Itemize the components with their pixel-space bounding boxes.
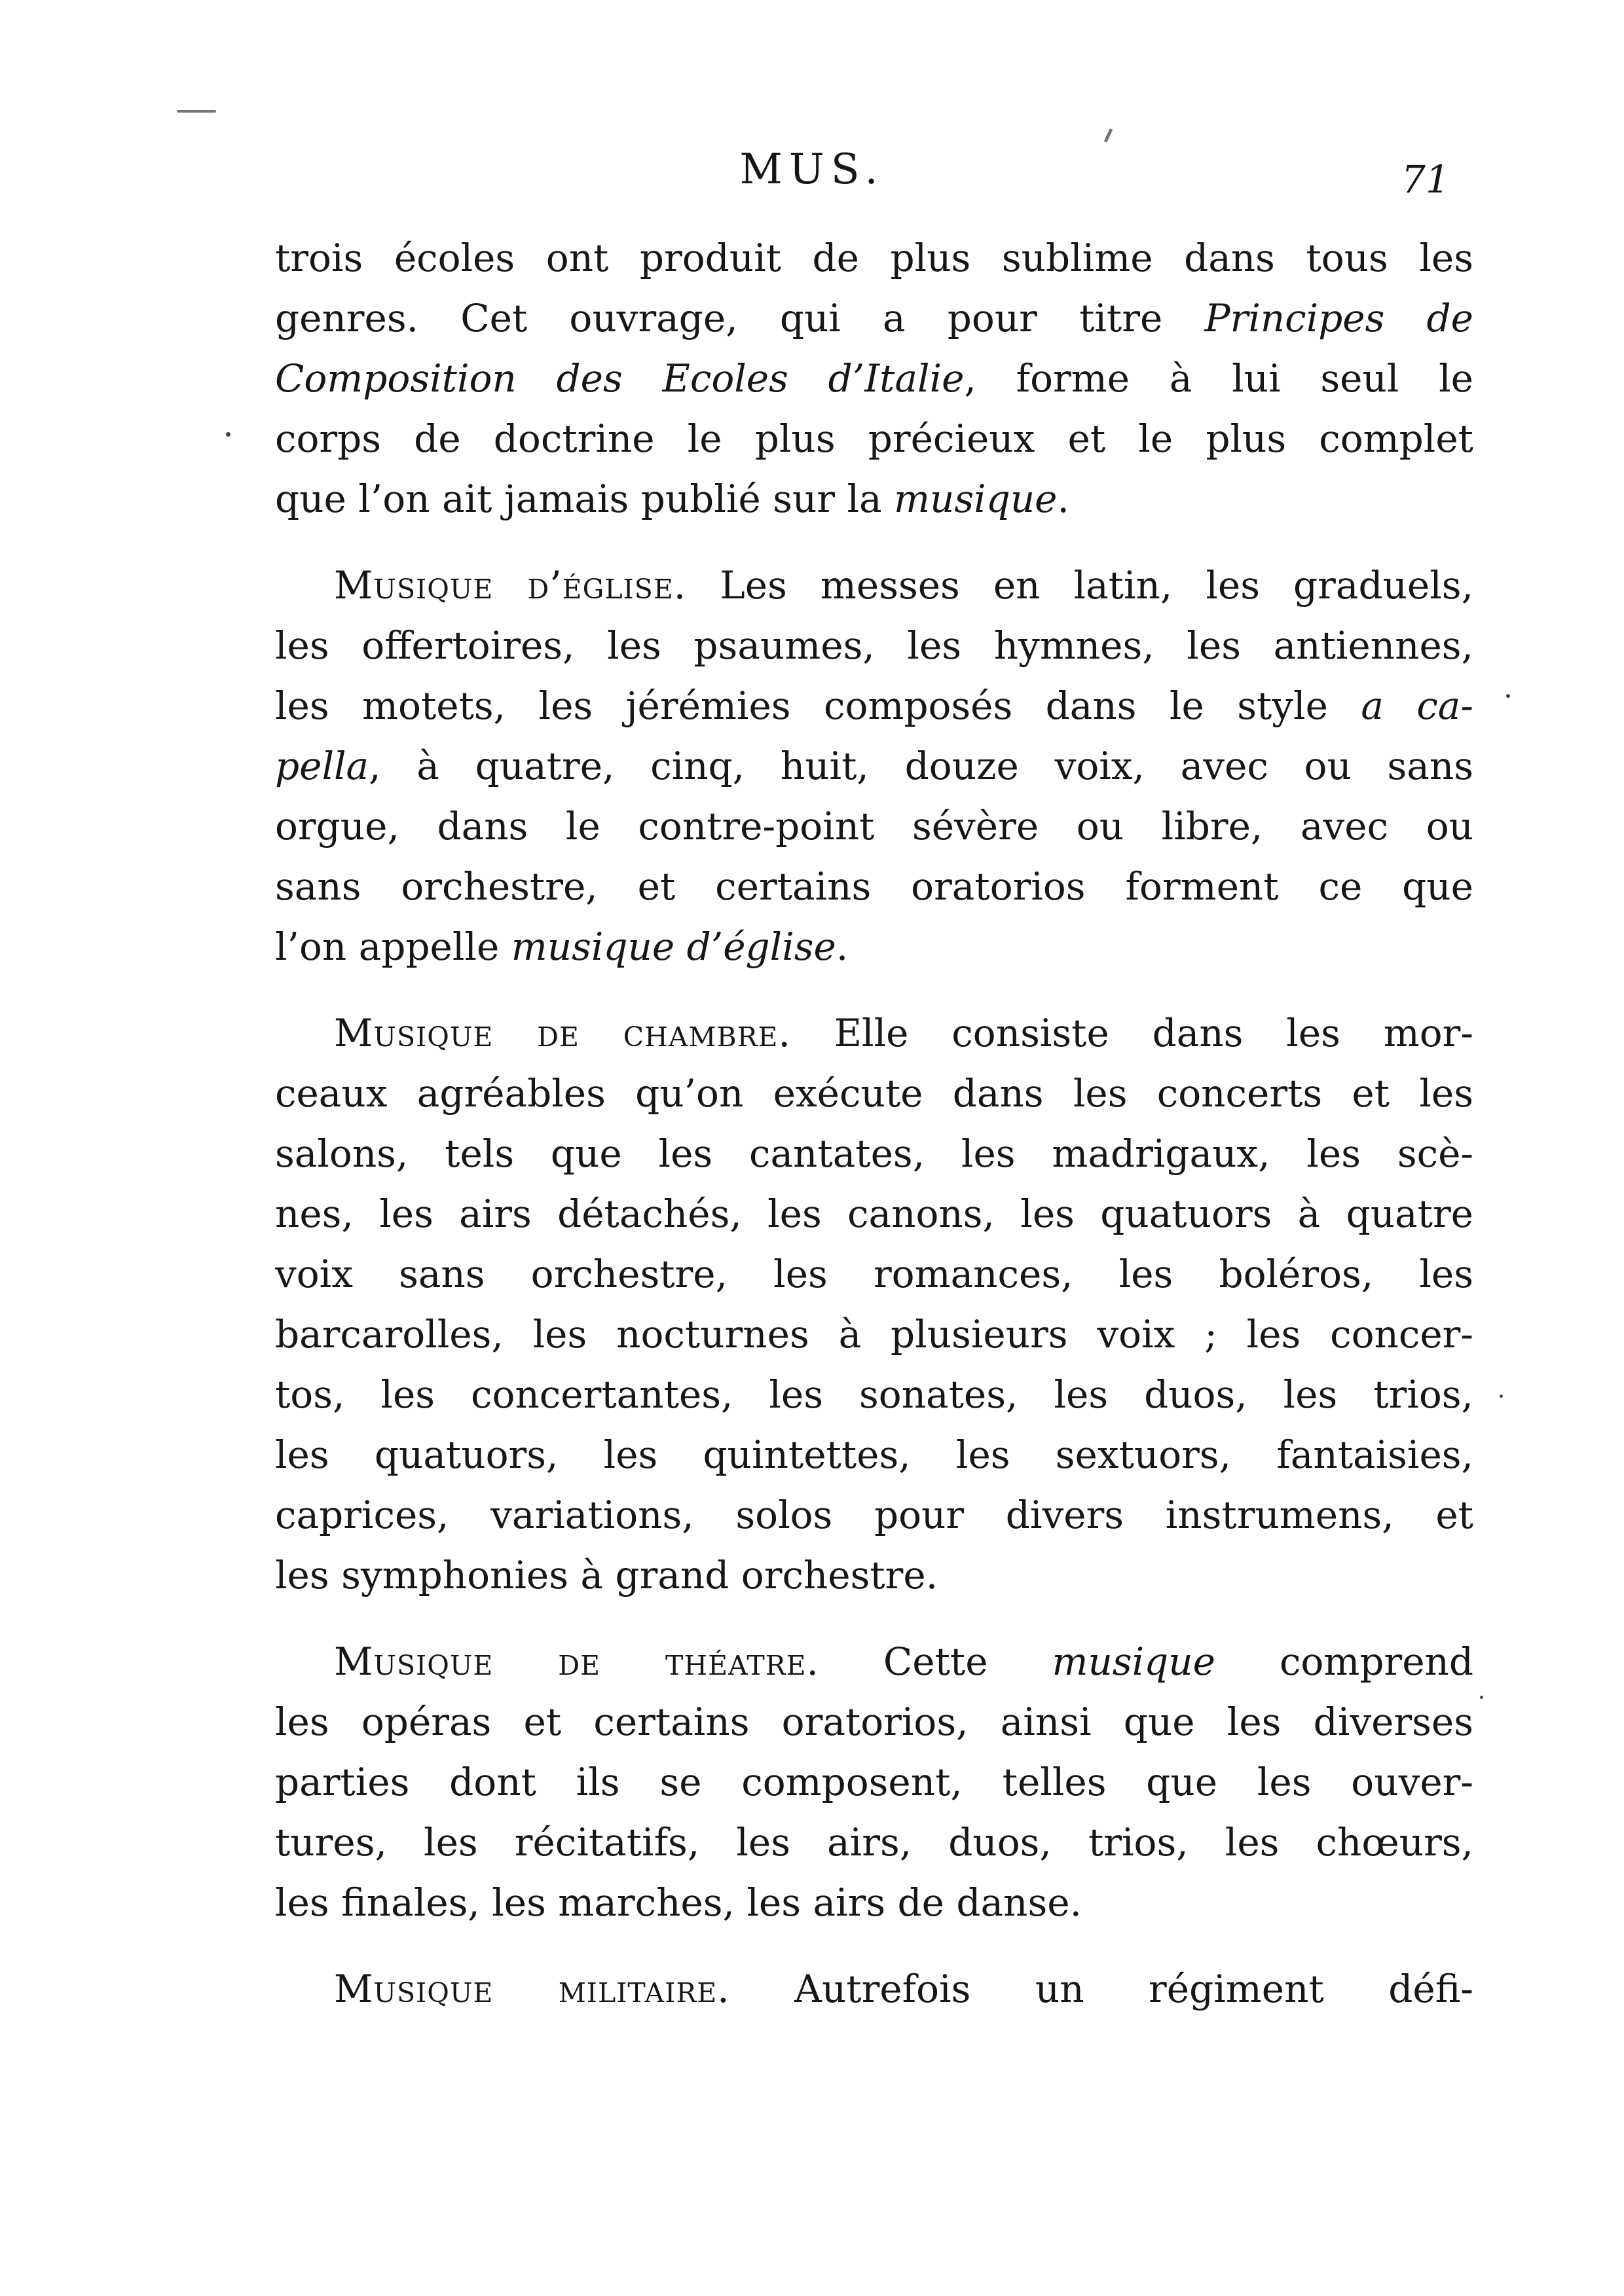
text-line: orgue, dans le contre-point sévère ou libre, avec ou: [275, 804, 1473, 848]
text-line: voix sans orchestre, les romances, les boléros, les: [275, 1252, 1473, 1296]
text-line: l’on appelle musique d’église.: [275, 924, 849, 969]
text-line: caprices, variations, solos pour divers instrumens, et: [275, 1493, 1473, 1537]
text-line: Composition des Ecoles d’Italie, forme à lui seul le: [275, 356, 1474, 401]
print-speck: [226, 432, 231, 437]
text-line: Musique de théatre. Cette musique comprend: [334, 1639, 1474, 1684]
print-speck: [1104, 128, 1113, 143]
text-line: les quatuors, les quintettes, les sextuors, fantaisies,: [275, 1432, 1473, 1477]
text-line: que l’on ait jamais publié sur la musique.: [275, 477, 1069, 521]
text-line: trois écoles ont produit de plus sublime dans tous les: [275, 236, 1473, 280]
text-line: les motets, les jérémies composés dans le style a ca-: [275, 683, 1473, 728]
text-line: tos, les concertantes, les sonates, les duos, les trios,: [275, 1372, 1473, 1417]
text-line: ceaux agréables qu’on exécute dans les concerts et les: [275, 1071, 1473, 1116]
text-line: Musique de chambre. Elle consiste dans les mor-: [334, 1011, 1473, 1055]
text-line: nes, les airs détachés, les canons, les quatuors à quatre: [275, 1192, 1473, 1236]
entry-heading: Musique de chambre.: [334, 1011, 791, 1055]
text-line: Musique militaire. Autrefois un régiment défi-: [334, 1967, 1473, 2011]
text-line: corps de doctrine le plus précieux et le plus complet: [275, 416, 1473, 461]
text-line: sans orchestre, et certains oratorios forment ce que: [275, 864, 1473, 909]
entry-heading: Musique militaire.: [334, 1967, 730, 2011]
text-line: Musique d’église. Les messes en latin, les graduels,: [334, 563, 1474, 608]
text-line: parties dont ils se composent, telles que les ouver-: [275, 1760, 1473, 1804]
running-head: [0, 145, 1624, 204]
text-line: pella, à quatre, cinq, huit, douze voix, avec ou sans: [275, 744, 1473, 788]
text-line: tures, les récitatifs, les airs, duos, trios, les chœurs,: [275, 1820, 1473, 1865]
entry-heading: Musique d’église.: [334, 563, 687, 608]
text-line: les opéras et certains oratorios, ainsi que les diverses: [275, 1700, 1473, 1744]
entry-heading: Musique de théatre.: [334, 1639, 819, 1684]
page-number: 71: [1401, 157, 1450, 202]
text-line: les symphonies à grand orchestre.: [275, 1553, 938, 1597]
text-line: genres. Cet ouvrage, qui a pour titre Principes de: [275, 296, 1473, 340]
text-line: les finales, les marches, les airs de danse.: [275, 1880, 1082, 1925]
print-speck: [1500, 1394, 1503, 1398]
running-title: MUS.: [739, 145, 885, 194]
print-speck: [1506, 694, 1510, 698]
text-line: salons, tels que les cantates, les madrigaux, les scè-: [275, 1131, 1473, 1176]
text-line: barcarolles, les nocturnes à plusieurs voix ; les concer-: [275, 1312, 1473, 1357]
text-line: les offertoires, les psaumes, les hymnes, les antiennes,: [275, 623, 1473, 668]
body-text: [275, 228, 1473, 2019]
print-speck: [177, 110, 216, 113]
print-speck: [1480, 1696, 1483, 1699]
